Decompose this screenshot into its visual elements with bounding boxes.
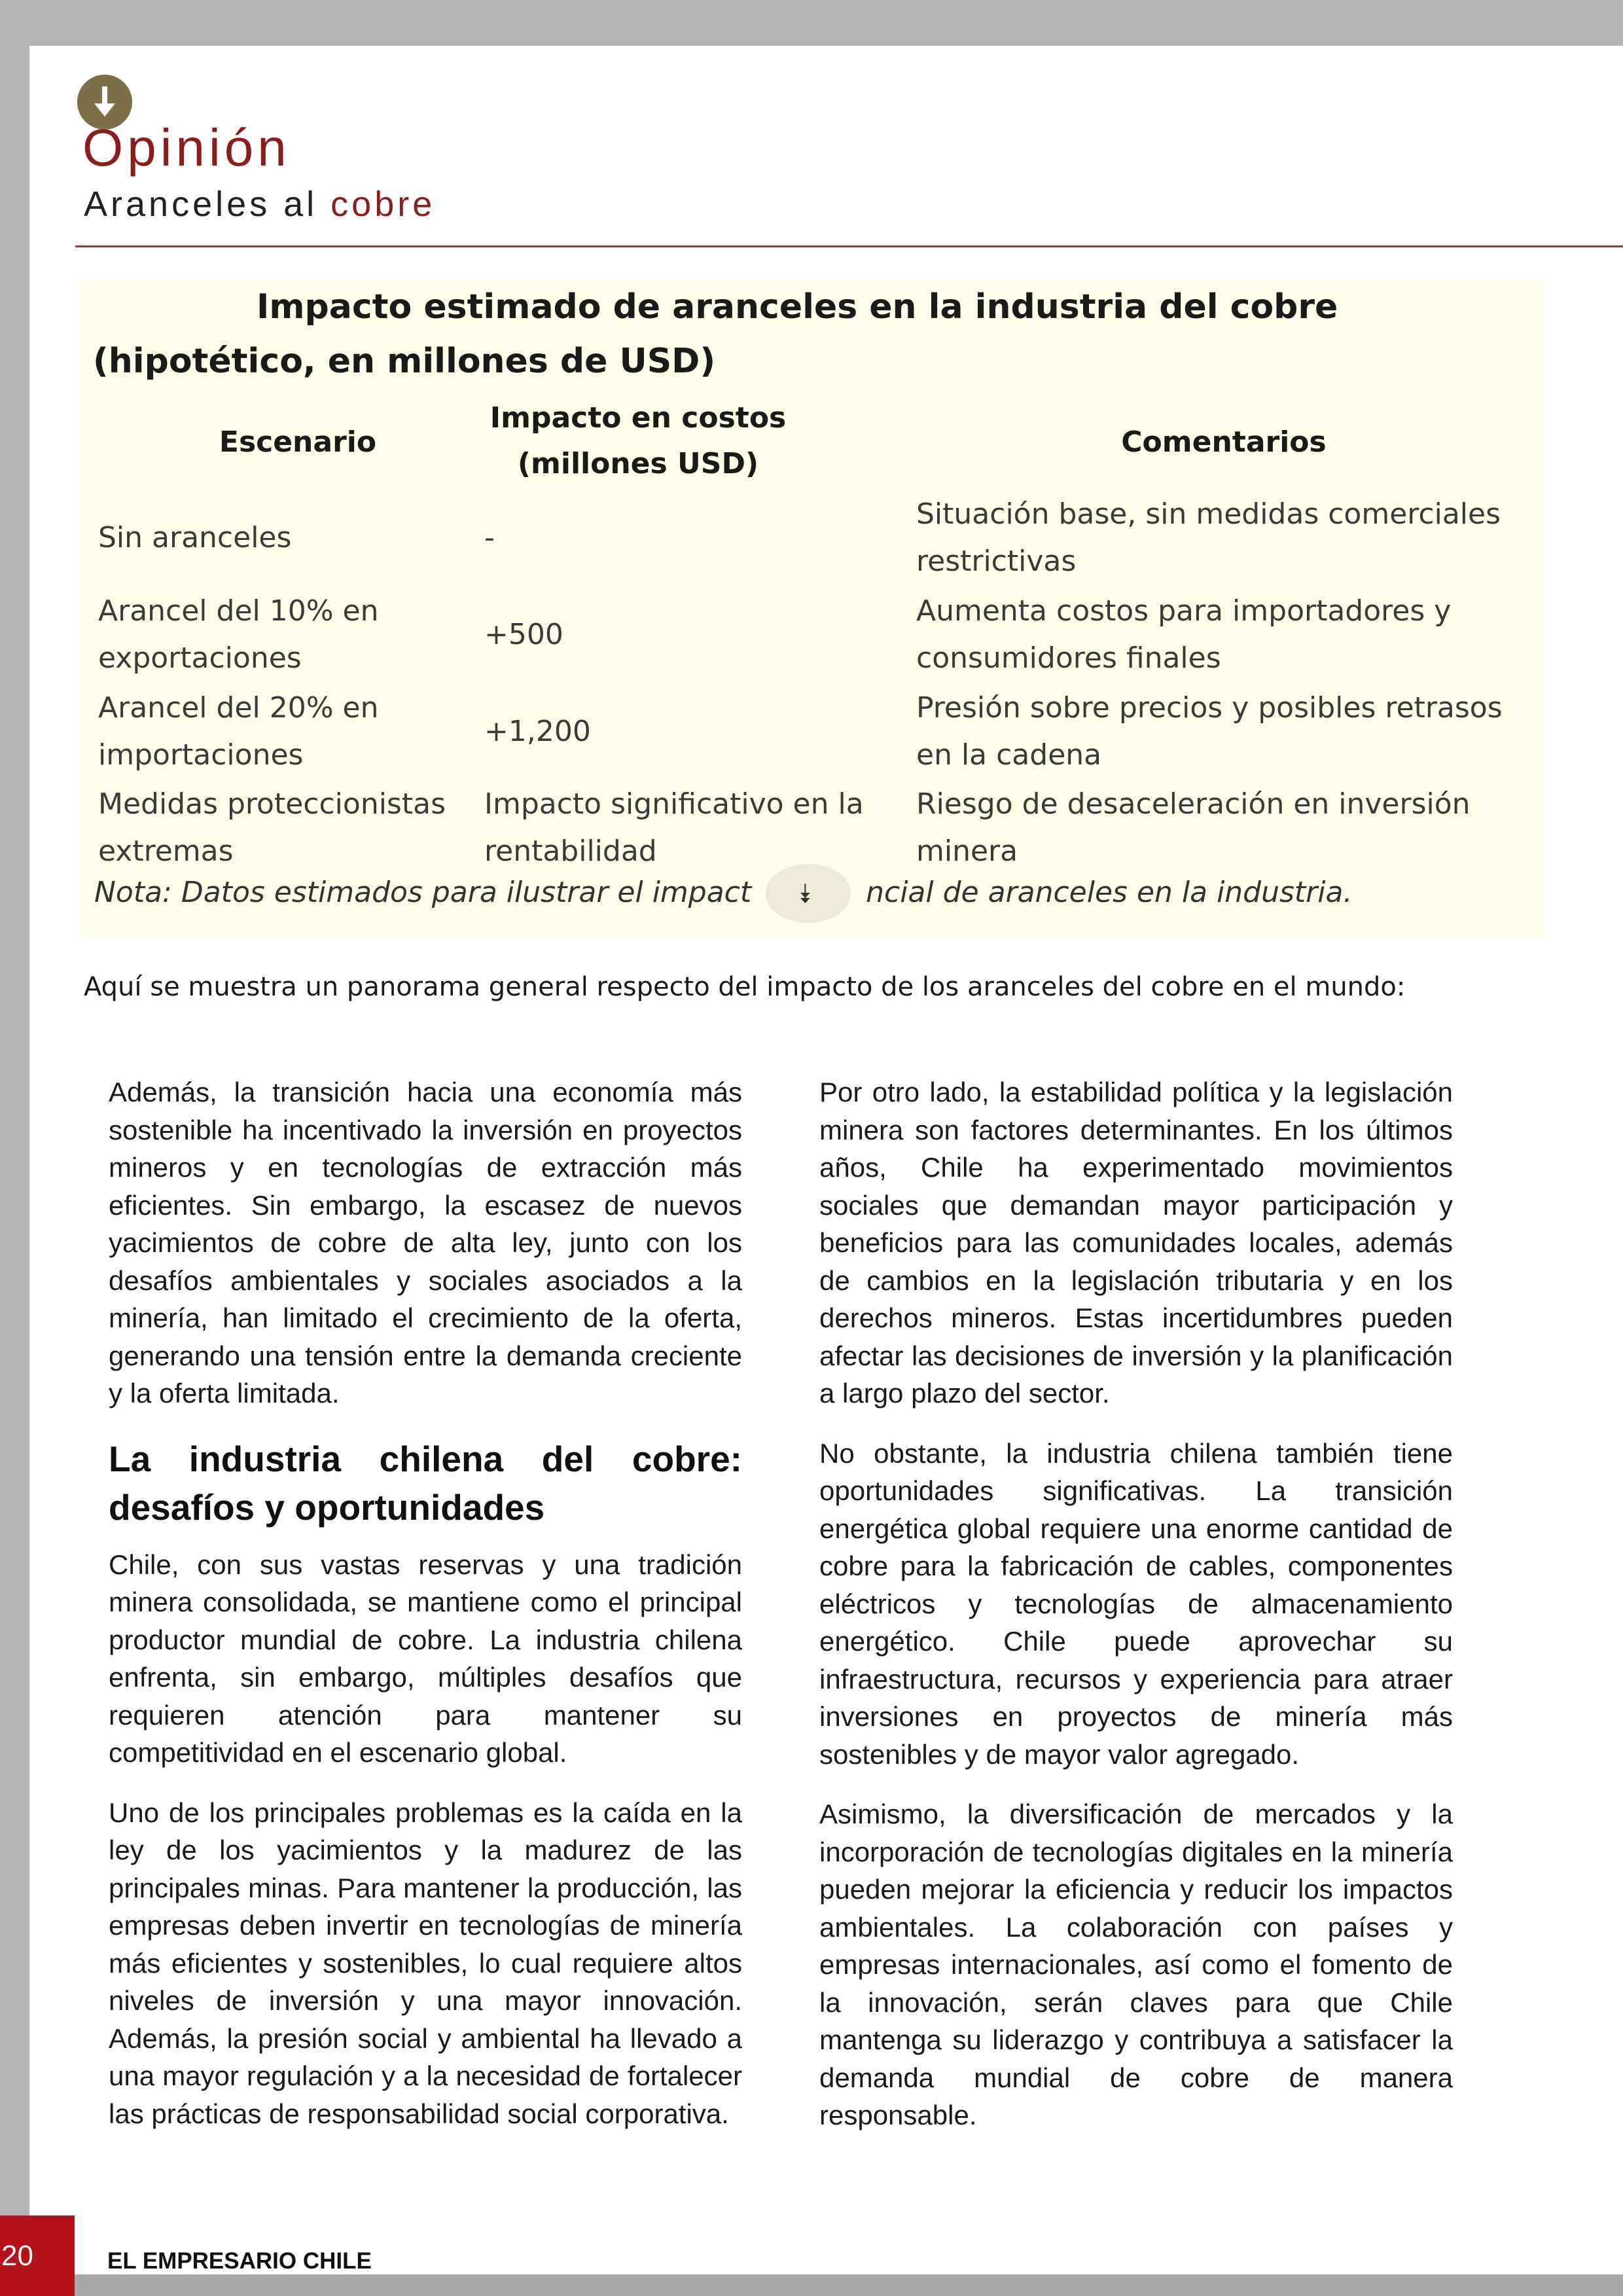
section-heading: La industria chilena del cobre: desafíos y oportunidades <box>109 1438 742 1528</box>
table-row-3-scenario: Arancel del 20% en importaciones <box>98 691 379 772</box>
table-row-1-cost: - <box>484 521 495 554</box>
table-row-1-scenario: Sin aranceles <box>98 521 292 554</box>
table-row-2-scenario: Arancel del 10% en exportaciones <box>98 594 379 675</box>
subtitle-accent: cobre <box>330 185 436 224</box>
right-paragraph-2: No obstante, la industria chilena también tiene oportunidades significativas. La transición energética global requiere una enorme cantidad de cobre para la fabricación de cables, componentes eléctricos y tecnologías de almacenamiento energético. Chile puede aprovechar su infraestructura, recursos y experiencia para atraer inversiones en proyectos de minería más sostenibles y de mayor valor agregado. <box>819 1437 1453 1770</box>
table-header-comments: Comentarios <box>1121 425 1327 459</box>
magazine-name: EL EMPRESARIO CHILE <box>107 2248 372 2274</box>
page-number: 20 <box>0 2215 75 2296</box>
table-note-end: ncial de aranceles en la industria. <box>866 876 1353 909</box>
subtitle-main: Aranceles al <box>84 185 331 224</box>
right-paragraph-1: Por otro lado, la estabilidad política y la legislación minera son factores determinantes. En los últimos años, Chile ha experimentado movimientos sociales que demandan mayor participación y beneficios para las comunidades locales, además de cambios en la legislación tributaria y en los derechos mineros. Estas incertidumbres pueden afectar las decisiones de inversión y la planificación a largo plazo del sector. <box>819 1077 1453 1408</box>
table-row-3-cost: +1,200 <box>484 715 591 748</box>
left-paragraph-1: Además, la transición hacia una economía más sostenible ha incentivado la inversión en proyectos mineros y en tecnologías de extracción más eficientes. Sin embargo, la escasez de nuevos yacimientos de cobre de alta ley, junto con los desafíos ambientales y sociales asociados a la minería, han limitado el crecimiento de la oferta, generando una tensión entre la demanda creciente y la oferta limitada. <box>109 1077 742 1408</box>
section-title: Opinión <box>82 118 291 177</box>
left-paragraph-2: Chile, con sus vastas reservas y una tradición minera consolidada, se mantiene como el principal productor mundial de cobre. La industria chilena enfrenta, sin embargo, múltiples desafíos que requieren atención para mantener su competitividad en el escenario global. <box>109 1549 742 1768</box>
table-row-1-comment: Situación base, sin medidas comerciales restrictivas <box>916 497 1501 578</box>
table-row-2-cost: +500 <box>484 618 563 651</box>
chevron-double-down-icon: ⯯ <box>797 879 813 909</box>
article-column-right <box>819 1073 1453 2157</box>
table-row-4-scenario: Medidas proteccionistas extremas <box>98 787 446 868</box>
table-row-2-comment: Aumenta costos para importadores y consumidores finales <box>916 594 1452 675</box>
expand-table-button[interactable] <box>766 864 851 923</box>
table-title: Impacto estimado de aranceles en la industria del cobre (hipotético, en millones de USD) <box>93 287 1338 381</box>
table-row-4-cost: Impacto significativo en la rentabilidad <box>484 787 864 868</box>
left-paragraph-3: Uno de los principales problemas es la caída en la ley de los yacimientos y la madurez de las principales minas. Para mantener la producción, las empresas deben invertir en tecnologías de minería más eficientes y sostenibles, lo cual requiere altos niveles de inversión y una mayor innovación. Además, la presión social y ambiental ha llevado a una mayor regulación y a la necesidad de fortalecer las prácticas de responsabilidad social corporativa. <box>109 1797 742 2129</box>
right-paragraph-3: Asimismo, la diversificación de mercados y la incorporación de tecnologías digitales en la minería pueden mejorar la eficiencia y reducir los impactos ambientales. La colaboración con países y empresas internacionales, así como el fomento de la innovación, serán claves para que Chile mantenga su liderazgo y contribuya a satisfacer la demanda mundial de cobre de manera responsable. <box>819 1799 1453 2130</box>
article-column-left <box>109 1073 742 2155</box>
table-row-3-comment: Presión sobre precios y posibles retrasos en la cadena <box>916 691 1503 772</box>
table-note <box>94 869 1352 916</box>
article-subtitle <box>84 187 435 222</box>
header-divider <box>75 245 1623 247</box>
bottom-band <box>0 2274 1623 2296</box>
table-header-cost-impact: Impacto en costos (millones USD) <box>490 401 787 480</box>
table-intro-text: Aquí se muestra un panorama general respecto del impacto de los aranceles del cobre en el mundo: <box>84 972 1406 1002</box>
table-header-scenario: Escenario <box>219 425 377 459</box>
arrow-down-glyph <box>92 85 118 119</box>
tariff-impact-table <box>79 280 1544 938</box>
table-row-4-comment: Riesgo de desaceleración en inversión minera <box>916 787 1471 868</box>
table-note-start: Nota: Datos estimados para ilustrar el impact <box>94 876 752 909</box>
